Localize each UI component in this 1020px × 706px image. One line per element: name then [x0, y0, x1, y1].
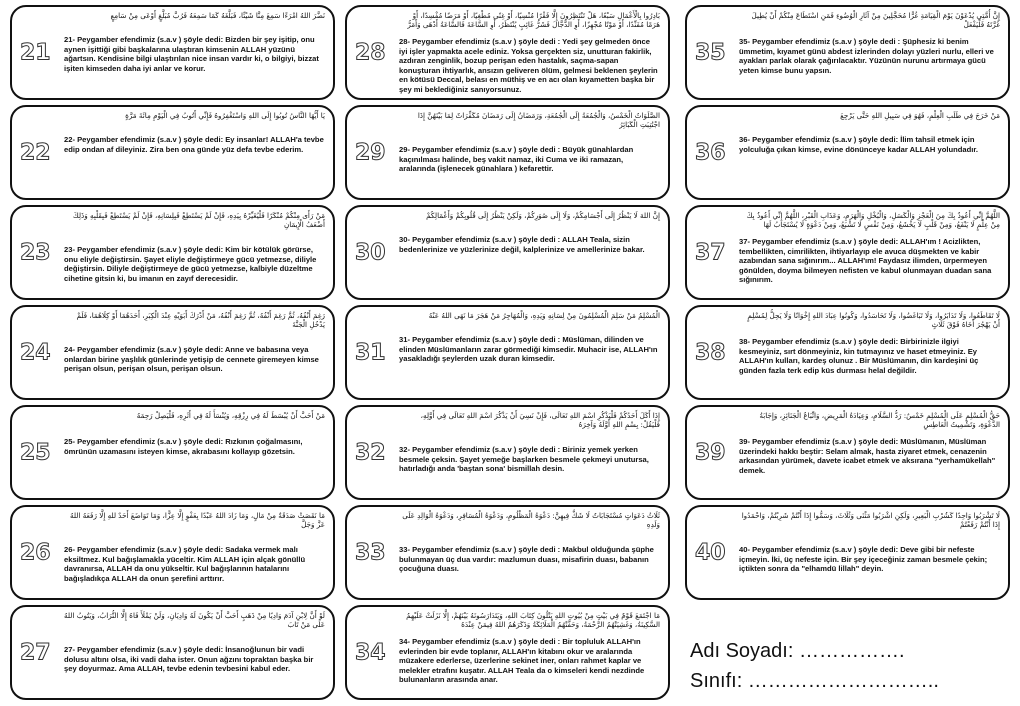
card-turkish-text: 33- Peygamber efendimiz (s.a.v ) şöyle dedi : Makbul olduğunda şüphe bulunmayan üç dua vardır: mazlumun duası, misafirin duası, babanın çocuğuna duası. — [399, 545, 654, 574]
card-number: 37 — [695, 240, 726, 265]
card-turkish-text: 35- Peygamber efendimiz (s.a.v ) şöyle dedi : Şüphesiz ki benim ümmetim, kıyamet günü abdest izlerinden dolayı yüzleri nurlu, elleri ve ayakları parlak olarak çağırılacaktır. Yüzünün nurunu artırmaya gücü yeten kimse bunu yapsın. — [739, 37, 994, 75]
card-turkish-text: 31- Peygamber efendimiz (s.a.v ) şöyle dedi : Müslüman, dilinden ve elinden Müslümanların zarar görmediği kimsedir. Muhacir ise, ALLAH'ın yasakladığı şeylerden uzak duran kimsedir. — [399, 335, 658, 364]
card-number: 31 — [355, 340, 386, 365]
card-turkish-text: 28- Peygamber efendimiz (s.a.v ) şöyle dedi : Yedi şey gelmeden önce iyi işler yapmakta acele ediniz. Yoksa gerçekten siz, unutturan fakirlik, azdıran zenginlik, bozup perişan eden hastalık, saçma-sapan konuşturan ihtiyarlık, ansızın geliveren ölüm, gelmesi beklenen şeylerin en kötüsü Deccal, belası en müthiş ve en acı olan kıyametten başka bir şey mi beklediğiniz sanıyorsunuz. — [399, 37, 658, 94]
card-number: 22 — [20, 140, 51, 165]
hadith-card-35 — [685, 5, 1010, 100]
card-arabic-text: مَنْ أَحَبَّ أَنْ يُبْسَطَ لَهُ فِي رِزْقِهِ، وَيُنْسَأَ لَهُ فِي أَثَرِهِ، فَلْيَصِلْ رَحِمَهُ — [136, 411, 325, 420]
hadith-card-37 — [685, 205, 1010, 300]
hadith-card-23 — [10, 205, 335, 300]
card-arabic-text: الصَّلَوَاتُ الْخَمْسُ، وَالْجُمُعَةُ إِلَى الْجُمُعَةِ، وَرَمَضَانُ إِلَى رَمَضَانَ مُكَفِّرَاتٌ لِمَا بَيْنَهُنَّ إِذَا اجْتُنِبَتِ الْكَبَائِرُ — [417, 111, 660, 129]
card-turkish-text: 26- Peygamber efendimiz (s.a.v ) şöyle dedi: Sadaka vermek malı eksiltmez. Kul bağışlamakla yüceltir. Kim ALLAH için alçak gönüllü davranırsa, ALLAH da onu yükseltir. Kul bağışlarının hatalarını bağışladıkça ALLAH da onun şerefini arttırır. — [64, 545, 306, 583]
hadith-card-38 — [685, 305, 1010, 400]
card-number: 21 — [20, 40, 51, 65]
card-turkish-text: 29- Peygamber efendimiz (s.a.v ) şöyle dedi : Büyük günahlardan kaçınılması halinde, beş vakit namaz, iki Cuma ve iki ramazan, aralarında (işlenecek günahlara ) kefarettir. — [399, 145, 634, 174]
hadith-card-24 — [10, 305, 335, 400]
hadith-card-22 — [10, 105, 335, 200]
card-number: 34 — [355, 640, 386, 665]
card-arabic-text: رَغِمَ أَنْفُهُ، ثُمَّ رَغِمَ أَنْفُهُ، ثُمَّ رَغِمَ أَنْفُهُ، مَنْ أَدْرَكَ أَبَوَيْهِ عِنْدَ الْكِبَرِ، أَحَدَهُمَا أَوْ كِلَاهُمَا، فَلَمْ يَدْخُلِ الْجَنَّةَ — [76, 311, 325, 329]
card-turkish-text: 32- Peygamber efendimiz (s.a.v ) şöyle dedi : Biriniz yemek yerken besmele çeksin. Şayet yemeğe başlarken besmele çekmeyi unutursa, hatırladığı anda 'baştan sona' bismillah desin. — [399, 445, 649, 474]
hadith-card-28 — [345, 5, 670, 100]
card-number: 35 — [695, 40, 726, 65]
card-arabic-text: إِنَّ اللهَ لَا يَنْظُرُ إِلَى أَجْسَامِكُمْ، وَلَا إِلَى صُوَرِكُمْ، وَلَكِنْ يَنْظُرُ إِلَى قُلُوبِكُمْ وَأَعْمَالِكُمْ — [426, 211, 660, 220]
card-arabic-text: حَقُّ الْمُسْلِمِ عَلَى الْمُسْلِمِ خَمْسٌ: رَدُّ السَّلَامِ، وَعِيَادَةُ الْمَرِيضِ، وَاتِّبَاعُ الْجَنَائِزِ، وَإِجَابَةُ الدَّعْوَةِ، وَتَشْمِيتُ الْعَاطِسِ — [759, 411, 1000, 429]
hadith-card-30 — [345, 205, 670, 300]
card-turkish-text: 22- Peygamber efendimiz (s.a.v ) şöyle dedi: Ey insanlar! ALLAH'a tevbe edip ondan af dileyiniz. Zira ben ona günde yüz defa tevbe ederim. — [64, 135, 324, 154]
card-turkish-text: 25- Peygamber efendimiz (s.a.v ) şöyle dedi: Rızkının çoğalmasını, ömrünün uzamasını isteyen kimse, akrabasını kollayıp gözetsin. — [64, 437, 303, 456]
card-number: 25 — [20, 440, 51, 465]
hadith-card-32 — [345, 405, 670, 500]
card-turkish-text: 40- Peygamber efendimiz (s.a.v ) şöyle dedi: Deve gibi bir nefeste içmeyin. İki, üç nefeste için. Bir şey içeceğiniz zaman besmele çekin; içtikten sonra da "elhamdü lillah" deyin. — [739, 545, 988, 574]
card-turkish-text: 34- Peygamber efendimiz (s.a.v ) şöyle dedi : Bir topluluk ALLAH'ın evlerinden bir evde toplanır, ALLAH'ın kitabını okur ve aralarında müzakere ederlerse, üzerlerine sekinet iner, onları rahmet kaplar ve melekler etrafını kuşatır. ALLAH Teala da o kimseleri kendi nezdinde bulunanların arasında anar. — [399, 637, 645, 685]
card-number: 27 — [20, 640, 51, 665]
card-turkish-text: 24- Peygamber efendimiz (s.a.v ) şöyle dedi: Anne ve babasına veya onlardan birine yaşlılık günlerinde yetişip de cennete giremeyen kimse perişan olsun, perişan olsun, perişan olsun. — [64, 345, 319, 374]
card-turkish-text: 27- Peygamber efendimiz (s.a.v ) şöyle dedi: İnsanoğlunun bir vadi dolusu altını olsa, iki vadi daha ister. Onun ağzını topraktan başka bir şey doyurmaz. Ama ALLAH, tevbe edenin tevbesini kabul eder. — [64, 645, 314, 674]
student-class-field: Sınıfı: ……………………….. — [690, 670, 939, 692]
card-number: 38 — [695, 340, 726, 365]
card-number: 23 — [20, 240, 51, 265]
hadith-card-26 — [10, 505, 335, 600]
card-number: 33 — [355, 540, 386, 565]
card-arabic-text: يَا أَيُّهَا النَّاسُ تُوبُوا إِلَى اللهِ وَاسْتَغْفِرُوهُ فَإِنِّي أَتُوبُ فِي الْيَوْمِ مِائَةَ مَرَّةٍ — [125, 111, 325, 120]
card-arabic-text: ثَلَاثُ دَعَوَاتٍ مُسْتَجَابَاتٌ لَا شَكَّ فِيهِنَّ: دَعْوَةُ الْمَظْلُومِ، وَدَعْوَةُ الْمُسَافِرِ، وَدَعْوَةُ الْوَالِدِ عَلَى وَلَدِهِ — [402, 511, 660, 529]
card-arabic-text: مَنْ رَأَى مِنْكُمْ مُنْكَرًا فَلْيُغَيِّرْهُ بِيَدِهِ، فَإِنْ لَمْ يَسْتَطِعْ فَبِلِسَانِهِ، فَإِنْ لَمْ يَسْتَطِعْ فَبِقَلْبِهِ وَذَلِكَ أَضْعَفُ الْإِيمَانِ — [72, 211, 325, 229]
card-number: 30 — [355, 240, 386, 265]
card-number: 24 — [20, 340, 51, 365]
card-turkish-text: 36- Peygamber efendimiz (s.a.v ) şöyle dedi: İlim tahsil etmek için yolculuğa çıkan kimse, evine dönünceye kadar ALLAH yolundadır. — [739, 135, 978, 154]
card-number: 36 — [695, 140, 726, 165]
hadith-card-31 — [345, 305, 670, 400]
card-arabic-text: لَوْ أَنَّ لِابْنِ آدَمَ وَادِيًا مِنْ ذَهَبٍ أَحَبَّ أَنْ يَكُونَ لَهُ وَادِيَانِ، وَلَنْ يَمْلَأَ فَاهُ إِلَّا التُّرَابُ، وَيَتُوبُ اللهُ عَلَى مَنْ تَابَ — [64, 611, 325, 629]
card-arabic-text: مَا نَقَصَتْ صَدَقَةٌ مِنْ مَالٍ، وَمَا زَادَ اللهُ عَبْدًا بِعَفْوٍ إِلَّا عِزًّا، وَمَا تَوَاضَعَ أَحَدٌ للهِ إِلَّا رَفَعَهُ اللهُ عَزَّ وَجَلَّ — [70, 511, 325, 529]
card-number: 40 — [695, 540, 726, 565]
student-name-field: Adı Soyadı: ……………. — [690, 640, 905, 662]
hadith-card-40 — [685, 505, 1010, 600]
hadith-card-34 — [345, 605, 670, 700]
card-arabic-text: مَنْ خَرَجَ فِي طَلَبِ الْعِلْمِ، فَهُوَ فِي سَبِيلِ اللهِ حَتَّى يَرْجِعَ — [840, 111, 1000, 120]
hadith-card-21 — [10, 5, 335, 100]
hadith-card-27 — [10, 605, 335, 700]
hadith-card-33 — [345, 505, 670, 600]
card-turkish-text: 37- Peygamber efendimiz (s.a.v ) şöyle dedi: ALLAH'ım ! Acizlikten, tembellikten, cimrilikten, ihtiyarlayıp ele avuca düşmekten ve kabir azabından sana sığınırım... ALLAH'ım! Faydasız ilimden, ürpermeyen gönülden, doyma bilmeyen nefisten ve kabul olunmayan duadan sana sığınırım. — [739, 237, 992, 285]
card-turkish-text: 23- Peygamber efendimiz (s.a.v ) şöyle dedi: Kim bir kötülük görürse, onu eliyle değiştirsin. Şayet eliyle değiştirmeye gücü yetmezse, diliyle değiştirsin. Diliyle değiştirmeye de gücü yetmezse, kalbiyle düzeltme cihetine gitsin ki, bu imanın en zayıf derecesidir. — [64, 245, 317, 283]
card-turkish-text: 21- Peygamber efendimiz (s.a.v ) şöyle dedi: Bizden bir şey işitip, onu aynen işittiği gibi başkalarına ulaştıran kimsenin ALLAH yüzünü ağartsın. Kendisine bilgi ulaştırılan nice insan vardır ki, o bilgiyi, bizzat işiten kimseden daha iyi anlar ve korur. — [64, 35, 319, 73]
card-turkish-text: 39- Peygamber efendimiz (s.a.v ) şöyle dedi: Müslümanın, Müslüman üzerindeki hakkı beştir: Selam almak, hasta ziyaret etmek, cenazenin arkasından yürümek, davete icabet etmek ve aksırana "yerhamükellah" demek. — [739, 437, 996, 475]
card-arabic-text: لَا تَشْرَبُوا وَاحِدًا كَشُرْبِ الْبَعِيرِ، وَلَكِنِ اشْرَبُوا مَثْنَى وَثُلَاثَ، وَسَمُّوا إِذَا أَنْتُمْ شَرِبْتُمْ، وَاحْمَدُوا إِذَا أَنْتُمْ رَفَعْتُمْ — [741, 511, 1000, 529]
card-arabic-text: مَا اجْتَمَعَ قَوْمٌ فِي بَيْتٍ مِنْ بُيُوتِ اللهِ يَتْلُونَ كِتَابَ اللهِ، وَيَتَدَارَسُونَهُ بَيْنَهُمْ، إِلَّا نَزَلَتْ عَلَيْهِمُ السَّكِينَةُ، وَغَشِيَتْهُمُ الرَّحْمَةُ، وَحَفَّتْهُمُ الْمَلَائِكَةُ وَذَكَرَهُمُ اللهُ فِيمَنْ عِنْدَهُ — [406, 611, 660, 629]
card-arabic-text: اللَّهُمَّ إِنِّي أَعُوذُ بِكَ مِنَ الْعَجْزِ وَالْكَسَلِ، وَالْبُخْلِ وَالْهَرَمِ، وَعَذَابِ الْقَبْرِ، اللَّهُمَّ إِنِّي أَعُوذُ بِكَ مِنْ عِلْمٍ لَا يَنْفَعُ، وَمِنْ قَلْبٍ لَا يَخْشَعُ، وَمِنْ نَفْسٍ لَا تَشْبَعُ، وَمِنْ دَعْوَةٍ لَا يُسْتَجَابُ لَهَا — [746, 211, 1000, 229]
hadith-card-29 — [345, 105, 670, 200]
card-number: 32 — [355, 440, 386, 465]
card-arabic-text: إِذَا أَكَلَ أَحَدُكُمْ فَلْيَذْكُرِ اسْمَ اللهِ تَعَالَى، فَإِنْ نَسِيَ أَنْ يَذْكُرَ اسْمَ اللهِ تَعَالَى فِي أَوَّلِهِ، فَلْيَقُلْ: بِسْمِ اللهِ أَوَّلَهُ وَآخِرَهُ — [420, 411, 660, 429]
card-turkish-text: 30- Peygamber efendimiz (s.a.v ) şöyle dedi : ALLAH Teala, sizin bedenlerinize ve yüzlerinize değil, kalplerinize ve amellerinize bakar. — [399, 235, 645, 254]
card-arabic-text: نَضَّرَ اللهُ امْرَءًا سَمِعَ مِنَّا شَيْئًا، فَبَلَّغَهُ كَمَا سَمِعَهُ فَرُبَّ مُبَلَّغٍ أَوْعَى مِنْ سَامِعٍ — [110, 11, 325, 20]
card-arabic-text: إِنَّ أُمَّتِي يُدْعَوْنَ يَوْمَ الْقِيَامَةِ غُرًّا مُحَجَّلِينَ مِنْ آثَارِ الْوُضُوءِ فَمَنِ اسْتَطَاعَ مِنْكُمْ أَنْ يُطِيلَ غُرَّتَهُ فَلْيَفْعَلْ — [751, 11, 1000, 29]
card-arabic-text: بَادِرُوا بِالْأَعْمَالِ سَبْعًا، هَلْ تَنْتَظِرُونَ إِلَّا فَقْرًا مُنْسِيًا، أَوْ غِنًى مُطْغِيًا، أَوْ مَرَضًا مُفْسِدًا، أَوْ هَرَمًا مُفَنِّدًا، أَوْ مَوْتًا مُجْهِزًا، أَوِ الدَّجَّالَ فَشَرُّ غَائِبٍ يُنْتَظَرُ، أَوِ السَّاعَةَ فَالسَّاعَةُ أَدْهَى وَأَمَرُّ — [407, 11, 660, 29]
card-number: 28 — [355, 40, 386, 65]
card-arabic-text: لَا تَقَاطَعُوا، وَلَا تَدَابَرُوا، وَلَا تَبَاغَضُوا، وَلَا تَحَاسَدُوا، وَكُونُوا عِبَادَ اللهِ إِخْوَانًا وَلَا يَحِلُّ لِمُسْلِمٍ أَنْ يَهْجُرَ أَخَاهُ فَوْقَ ثَلَاثٍ — [747, 311, 1000, 329]
hadith-card-36 — [685, 105, 1010, 200]
card-number: 39 — [695, 440, 726, 465]
card-arabic-text: الْمُسْلِمُ مَنْ سَلِمَ الْمُسْلِمُونَ مِنْ لِسَانِهِ وَيَدِهِ، وَالْمُهَاجِرُ مَنْ هَجَرَ مَا نَهَى اللهُ عَنْهُ — [428, 311, 660, 320]
card-turkish-text: 38- Peygamber efendimiz (s.a.v ) şöyle dedi: Birbirinizle ilgiyi kesmeyiniz, sırt dönmeyiniz, kin tutmayınız ve haset etmeyiniz. Ey ALLAH'ın kulları, kardeş olunuz . Bir Müslümanın, din kardeşini üç günden fazla terk edip küs durması helal değildir. — [739, 337, 979, 375]
card-number: 29 — [355, 140, 386, 165]
hadith-card-25 — [10, 405, 335, 500]
card-number: 26 — [20, 540, 51, 565]
hadith-card-39 — [685, 405, 1010, 500]
